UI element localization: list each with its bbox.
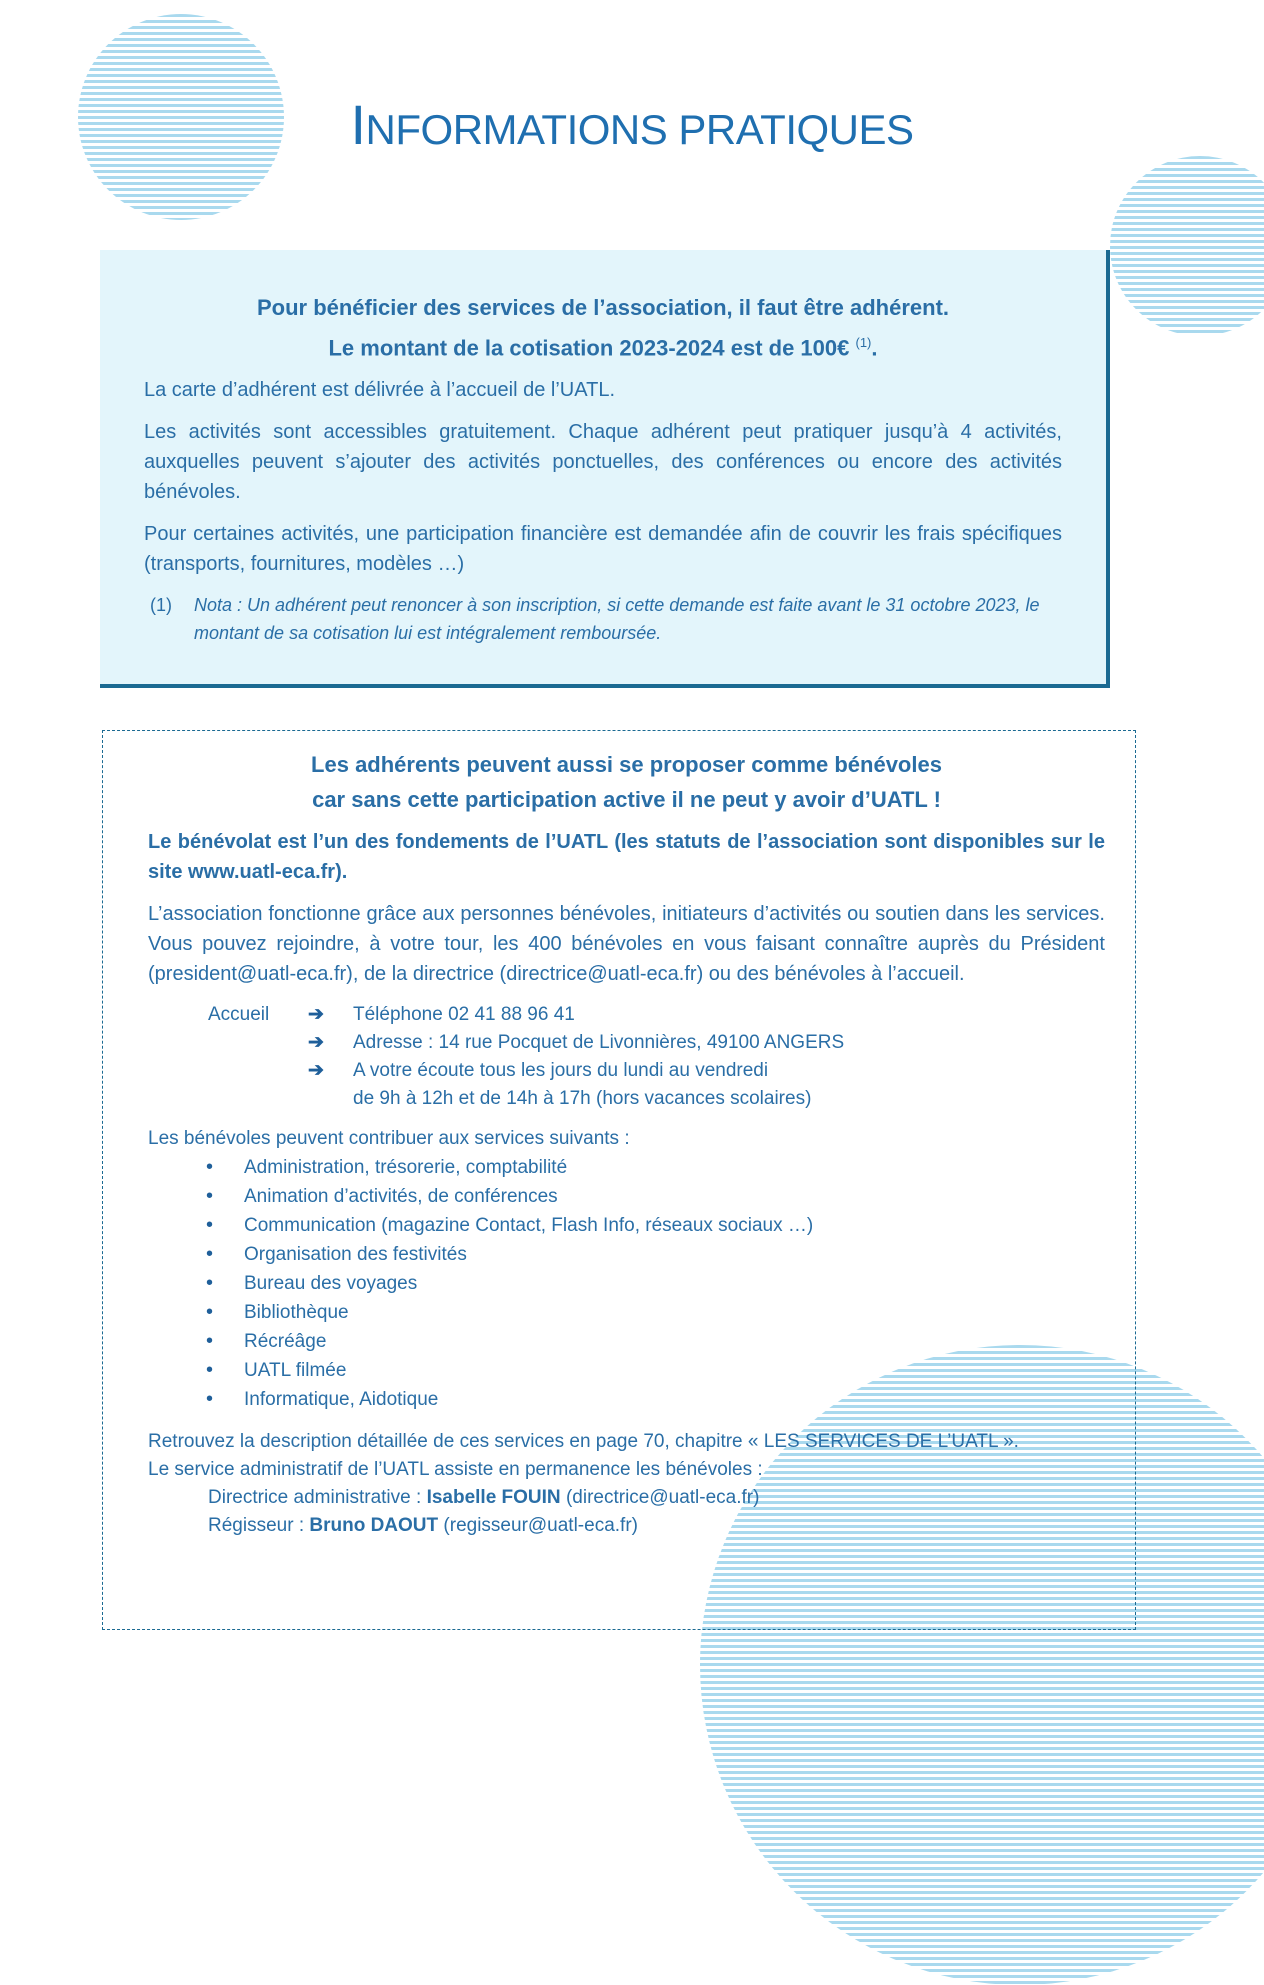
accueil-hours: A votre écoute tous les jours du lundi au vendredi [353, 1060, 769, 1081]
membership-box [100, 250, 1110, 688]
arrow-right-icon: ➔ [308, 1004, 324, 1025]
arrow-right-icon: ➔ [308, 1032, 324, 1053]
regisseur-contact: Régisseur : Bruno DAOUT (regisseur@uatl-eca.fr) [208, 1515, 638, 1536]
list-item: • Bureau des voyages [148, 1269, 1105, 1298]
accueil-hours-detail: de 9h à 12h et de 14h à 17h (hors vacances scolaires) [353, 1088, 812, 1109]
services-list [148, 1153, 1105, 1414]
list-item: • Administration, trésorerie, comptabilité [148, 1153, 1105, 1182]
list-item: • UATL filmée [148, 1356, 1105, 1385]
list-item: • Récréâge [148, 1327, 1105, 1356]
list-item: • Animation d’activités, de conférences [148, 1182, 1105, 1211]
volunteering-paragraph: L’association fonctionne grâce aux personnes bénévoles, initiateurs d’activités ou soutien dans les services. Vous pouvez rejoindre, à votre tour, les 400 bénévoles en vous faisant connaître auprès du Président (president@uatl-eca.fr), de la directrice (directrice@uatl-eca.fr) ou des bénévoles à l’accueil. [148, 903, 1105, 985]
list-item: • Bibliothèque [148, 1298, 1105, 1327]
membership-paragraph: La carte d’adhérent est délivrée à l’accueil de l’UATL. [144, 379, 615, 402]
decorative-circle-top-right [1110, 156, 1264, 336]
page-title: INFORMATIONS PRATIQUES [350, 93, 914, 156]
services-intro: Les bénévoles peuvent contribuer aux services suivants : [148, 1128, 630, 1149]
accueil-label: Accueil [208, 1004, 270, 1025]
footnote-ref: (1) [855, 335, 872, 350]
footnote [144, 591, 1062, 647]
list-item: • Organisation des festivités [148, 1240, 1105, 1269]
arrow-right-icon: ➔ [308, 1060, 324, 1081]
accueil-address: Adresse : 14 rue Pocquet de Livonnières, 49100 ANGERS [353, 1032, 845, 1053]
footnote-number: (1) [150, 595, 172, 616]
accueil-phone: Téléphone 02 41 88 96 41 [353, 1004, 575, 1025]
volunteers-box [102, 730, 1136, 1630]
list-item: • Informatique, Aidotique [148, 1385, 1105, 1414]
membership-heading: Pour bénéficier des services de l’association, il faut être adhérent. Le montant de la cotisation 2023-2024 est de 100€ $^{(1)}$. [256, 295, 950, 361]
services-reference: Retrouvez la description détaillée de ces services en page 70, chapitre « LES SERVICES DE L’UATL ». [148, 1431, 1019, 1452]
volunteering-statement: Le bénévolat est l’un des fondements de l’UATL (les statuts de l’association sont disponibles sur le site www.uatl-eca.fr). [148, 831, 1105, 883]
footnote-text: Nota : Un adhérent peut renoncer à son inscription, si cette demande est faite avant le 31 octobre 2023, le montant de sa cotisation lui est intégralement remboursée. [194, 595, 1040, 644]
list-item: • Communication (magazine Contact, Flash Info, réseaux sociaux …) [148, 1211, 1105, 1240]
volunteers-heading: Les adhérents peuvent aussi se proposer comme bénévoles car sans cette participation active il ne peut y avoir d’UATL ! [311, 752, 942, 812]
accueil-info [208, 1001, 1105, 1113]
membership-paragraph: Pour certaines activités, une participation financière est demandée afin de couvrir les frais spécifiques (transports, fournitures, modèles …) [144, 523, 1062, 576]
admin-support: Le service administratif de l’UATL assiste en permanence les bénévoles : [148, 1459, 763, 1480]
director-contact: Directrice administrative : Isabelle FOUIN (directrice@uatl-eca.fr) [208, 1487, 760, 1508]
membership-paragraph: Les activités sont accessibles gratuitement. Chaque adhérent peut pratiquer jusqu’à 4 activités, auxquelles peuvent s’ajouter des activités ponctuelles, des conférences ou encore des activités bénévoles. [144, 421, 1062, 504]
